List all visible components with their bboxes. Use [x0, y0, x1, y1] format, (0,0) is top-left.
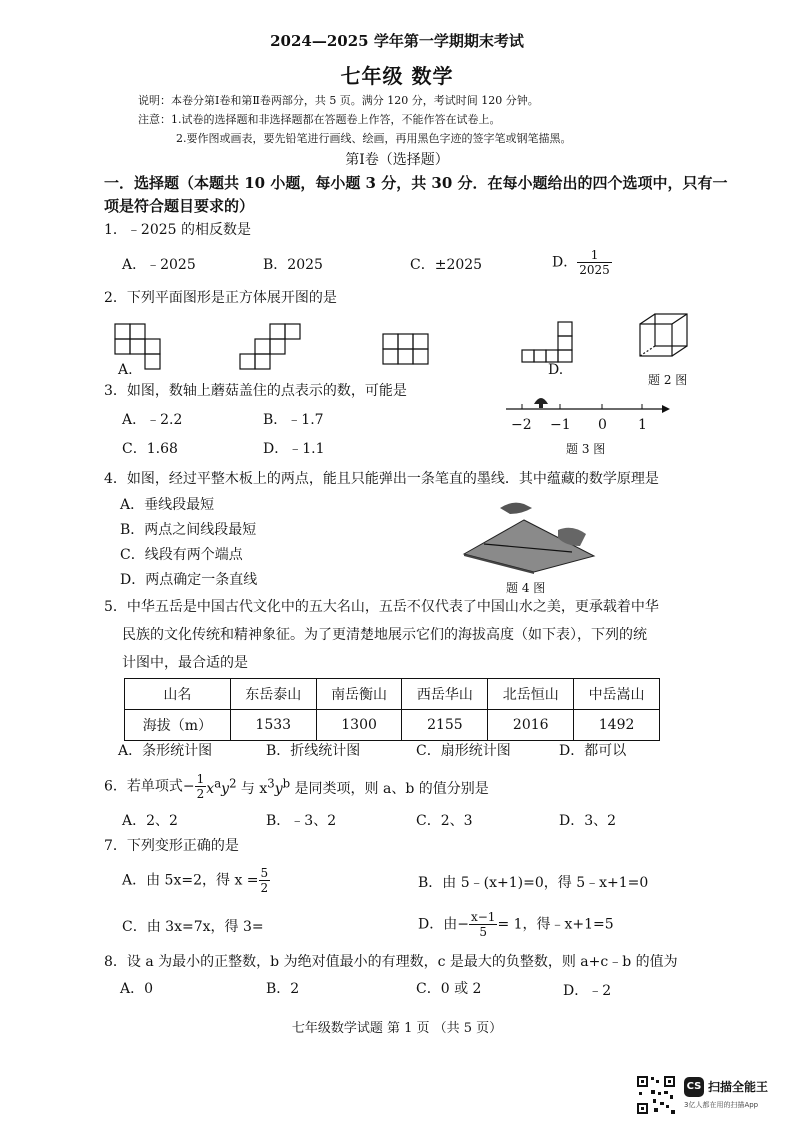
q8-option-b: B．2 — [266, 981, 300, 997]
q3-tick-1: 1 — [638, 417, 647, 433]
section-heading-line-2: 项是符合题目要求的） — [104, 197, 255, 215]
q7-option-a-prefix: A．由 5x=2，得 x = — [122, 872, 259, 889]
q4-option-c: C．线段有两个端点 — [120, 547, 243, 563]
q6-exp-b: b — [282, 776, 291, 791]
q6-var-x: x — [206, 781, 215, 798]
q5-option-c: C．扇形统计图 — [416, 743, 511, 759]
q4-option-d: D．两点确定一条直线 — [120, 572, 258, 588]
q4-stem: 4．如图，经过平整木板上的两点，能且只能弹出一条笔直的墨线．其中蕴藏的数学原理是 — [104, 471, 659, 487]
q6-option-d: D．3、2 — [559, 813, 617, 829]
q4-board-figure — [462, 494, 597, 574]
caution-line-2: 2.要作图或画表，要先铅笔进行画线、绘画，再用黑色字迹的签字笔或钢笔描黑。 — [176, 132, 572, 145]
q4-option-b: B．两点之间线段最短 — [120, 522, 257, 538]
q1-stem: 1．﹣2025 的相反数是 — [104, 222, 251, 238]
q7-option-d-fraction — [469, 910, 497, 939]
q4-option-a: A．垂线段最短 — [120, 497, 215, 513]
exam-title: 2024—2025 学年第一学期期末考试 — [270, 32, 524, 50]
q6-frac-denominator: 2 — [196, 787, 205, 801]
q5-option-a: A．条形统计图 — [118, 743, 213, 759]
q3-tick-0: 0 — [598, 417, 607, 433]
part-title: 第Ⅰ卷（选择题） — [345, 152, 449, 168]
q8-option-a: A．0 — [120, 981, 154, 997]
table-header-cell: 中岳嵩山 — [574, 679, 660, 710]
table-header-cell: 山名 — [125, 679, 231, 710]
q6-stem — [104, 772, 489, 801]
q3-option-a: A．﹣2.2 — [122, 412, 183, 428]
q1-option-b: B．2025 — [263, 257, 323, 273]
note-line: 说明：本卷分第Ⅰ卷和第Ⅱ卷两部分，共 5 页。满分 120 分，考试时间 120 分钟。 — [138, 94, 539, 107]
q8-option-c: C．0 或 2 — [416, 981, 482, 997]
q7-option-c: C．由 3x=7x，得 3= — [122, 919, 264, 935]
camscanner-logo-icon: CS — [684, 1077, 704, 1097]
table-header-cell: 西岳华山 — [402, 679, 488, 710]
q6-var-y2: y — [274, 781, 283, 798]
q6-connector: 与 x — [236, 781, 268, 798]
q2-net-c — [383, 334, 428, 364]
q2-net-figures — [100, 312, 700, 382]
table-row — [125, 679, 660, 710]
q7-option-b: B．由 5﹣(x+1)=0，得 5﹣x+1=0 — [418, 875, 649, 891]
q6-option-b: B．﹣3、2 — [266, 813, 337, 829]
q7-option-d-suffix: = 1，得﹣x+1=5 — [497, 916, 614, 933]
q6-option-c: C．2、3 — [416, 813, 473, 829]
q7-option-d — [418, 910, 614, 939]
q1-option-d-fraction — [577, 248, 612, 277]
q6-option-a: A．2、2 — [122, 813, 178, 829]
q5-option-d: D．都可以 — [559, 743, 627, 759]
q2-net-d — [522, 322, 572, 362]
table-cell: 1492 — [574, 710, 660, 741]
mushroom-icon — [534, 398, 548, 408]
q4-figure-label: 题 4 图 — [506, 581, 546, 595]
q2-figure-label: 题 2 图 — [648, 373, 688, 387]
q7-option-a — [122, 866, 270, 895]
q1-d-denominator: 2025 — [579, 263, 610, 277]
q8-option-d: D．﹣2 — [563, 983, 612, 999]
table-cell: 2155 — [402, 710, 488, 741]
subject-title: 七年级 数学 — [340, 64, 454, 88]
q5-altitude-table — [124, 678, 660, 741]
q6-stem-suffix: 是同类项，则 a、b 的值分别是 — [290, 781, 489, 798]
q7-a-denominator: 2 — [260, 881, 269, 895]
table-header-cell: 东岳泰山 — [230, 679, 316, 710]
q3-tick-neg2: −2 — [511, 417, 532, 433]
q2-cube — [640, 314, 687, 356]
q1-option-d — [552, 248, 612, 277]
section-heading-line-1: 一．选择题（本题共 10 小题，每小题 3 分，共 30 分．在每小题给出的四个选项中，只有一 — [104, 174, 728, 192]
q7-d-numerator: x−1 — [470, 910, 496, 924]
table-header-cell: 北岳恒山 — [488, 679, 574, 710]
q3-tick-neg1: −1 — [550, 417, 571, 433]
camscanner-tagline: 3亿人都在用的扫描App — [684, 1101, 759, 1109]
q7-option-a-fraction — [259, 866, 271, 895]
q1-d-numerator: 1 — [577, 248, 612, 263]
q7-stem: 7．下列变形正确的是 — [104, 838, 239, 854]
table-header-cell: 南岳衡山 — [316, 679, 402, 710]
q3-option-b: B．﹣1.7 — [263, 412, 324, 428]
camscanner-name: 扫描全能王 — [708, 1080, 769, 1094]
page-footer: 七年级数学试题 第 1 页 （共 5 页） — [291, 1021, 503, 1036]
q7-d-denominator: 5 — [479, 925, 488, 939]
q5-line-3: 计图中，最合适的是 — [122, 655, 248, 671]
q2-net-b — [240, 324, 300, 369]
q6-exp-2: 2 — [229, 776, 237, 791]
table-cell: 1533 — [230, 710, 316, 741]
q2-option-d: D. — [548, 362, 564, 378]
q5-option-b: B．折线统计图 — [266, 743, 361, 759]
q1-option-d-prefix: D． — [552, 254, 578, 271]
q3-figure-label: 题 3 图 — [566, 442, 606, 456]
table-cell: 1300 — [316, 710, 402, 741]
qr-code-icon — [636, 1075, 676, 1115]
table-cell: 2016 — [488, 710, 574, 741]
q3-stem: 3．如图，数轴上蘑菇盖住的点表示的数，可能是 — [104, 383, 407, 399]
q2-option-a: A. — [118, 362, 133, 378]
q3-option-d: D．﹣1.1 — [263, 441, 325, 457]
q8-stem: 8．设 a 为最小的正整数，b 为绝对值最小的有理数，c 是最大的负整数，则 a+c﹣b 的值为 — [104, 954, 678, 970]
q7-a-numerator: 5 — [260, 866, 269, 880]
q5-line-2: 民族的文化传统和精神象征。为了更清楚地展示它们的海拔高度（如下表），下列的统 — [122, 627, 647, 643]
q6-exp-3: 3 — [267, 776, 275, 791]
q5-line-1: 5．中华五岳是中国古代文化中的五大名山，五岳不仅代表了中国山水之美，更承载着中华 — [104, 599, 659, 615]
q2-stem: 2．下列平面图形是正方体展开图的是 — [104, 290, 337, 306]
q1-option-a: A．﹣2025 — [122, 257, 196, 273]
table-row-label: 海拔（m） — [125, 710, 231, 741]
q6-var-y: y — [221, 781, 230, 798]
q6-exp-a: a — [214, 776, 222, 791]
q6-stem-prefix: 6．若单项式− — [104, 778, 195, 795]
table-row — [125, 710, 660, 741]
q6-frac-numerator: 1 — [196, 772, 205, 786]
q6-fraction — [195, 772, 207, 801]
q7-option-d-prefix: D．由− — [418, 916, 469, 933]
q3-option-c: C．1.68 — [122, 441, 178, 457]
caution-line-1: 注意：1.试卷的选择题和非选择题都在答题卷上作答，不能作答在试卷上。 — [138, 113, 501, 126]
q1-option-c: C．±2025 — [410, 257, 483, 273]
